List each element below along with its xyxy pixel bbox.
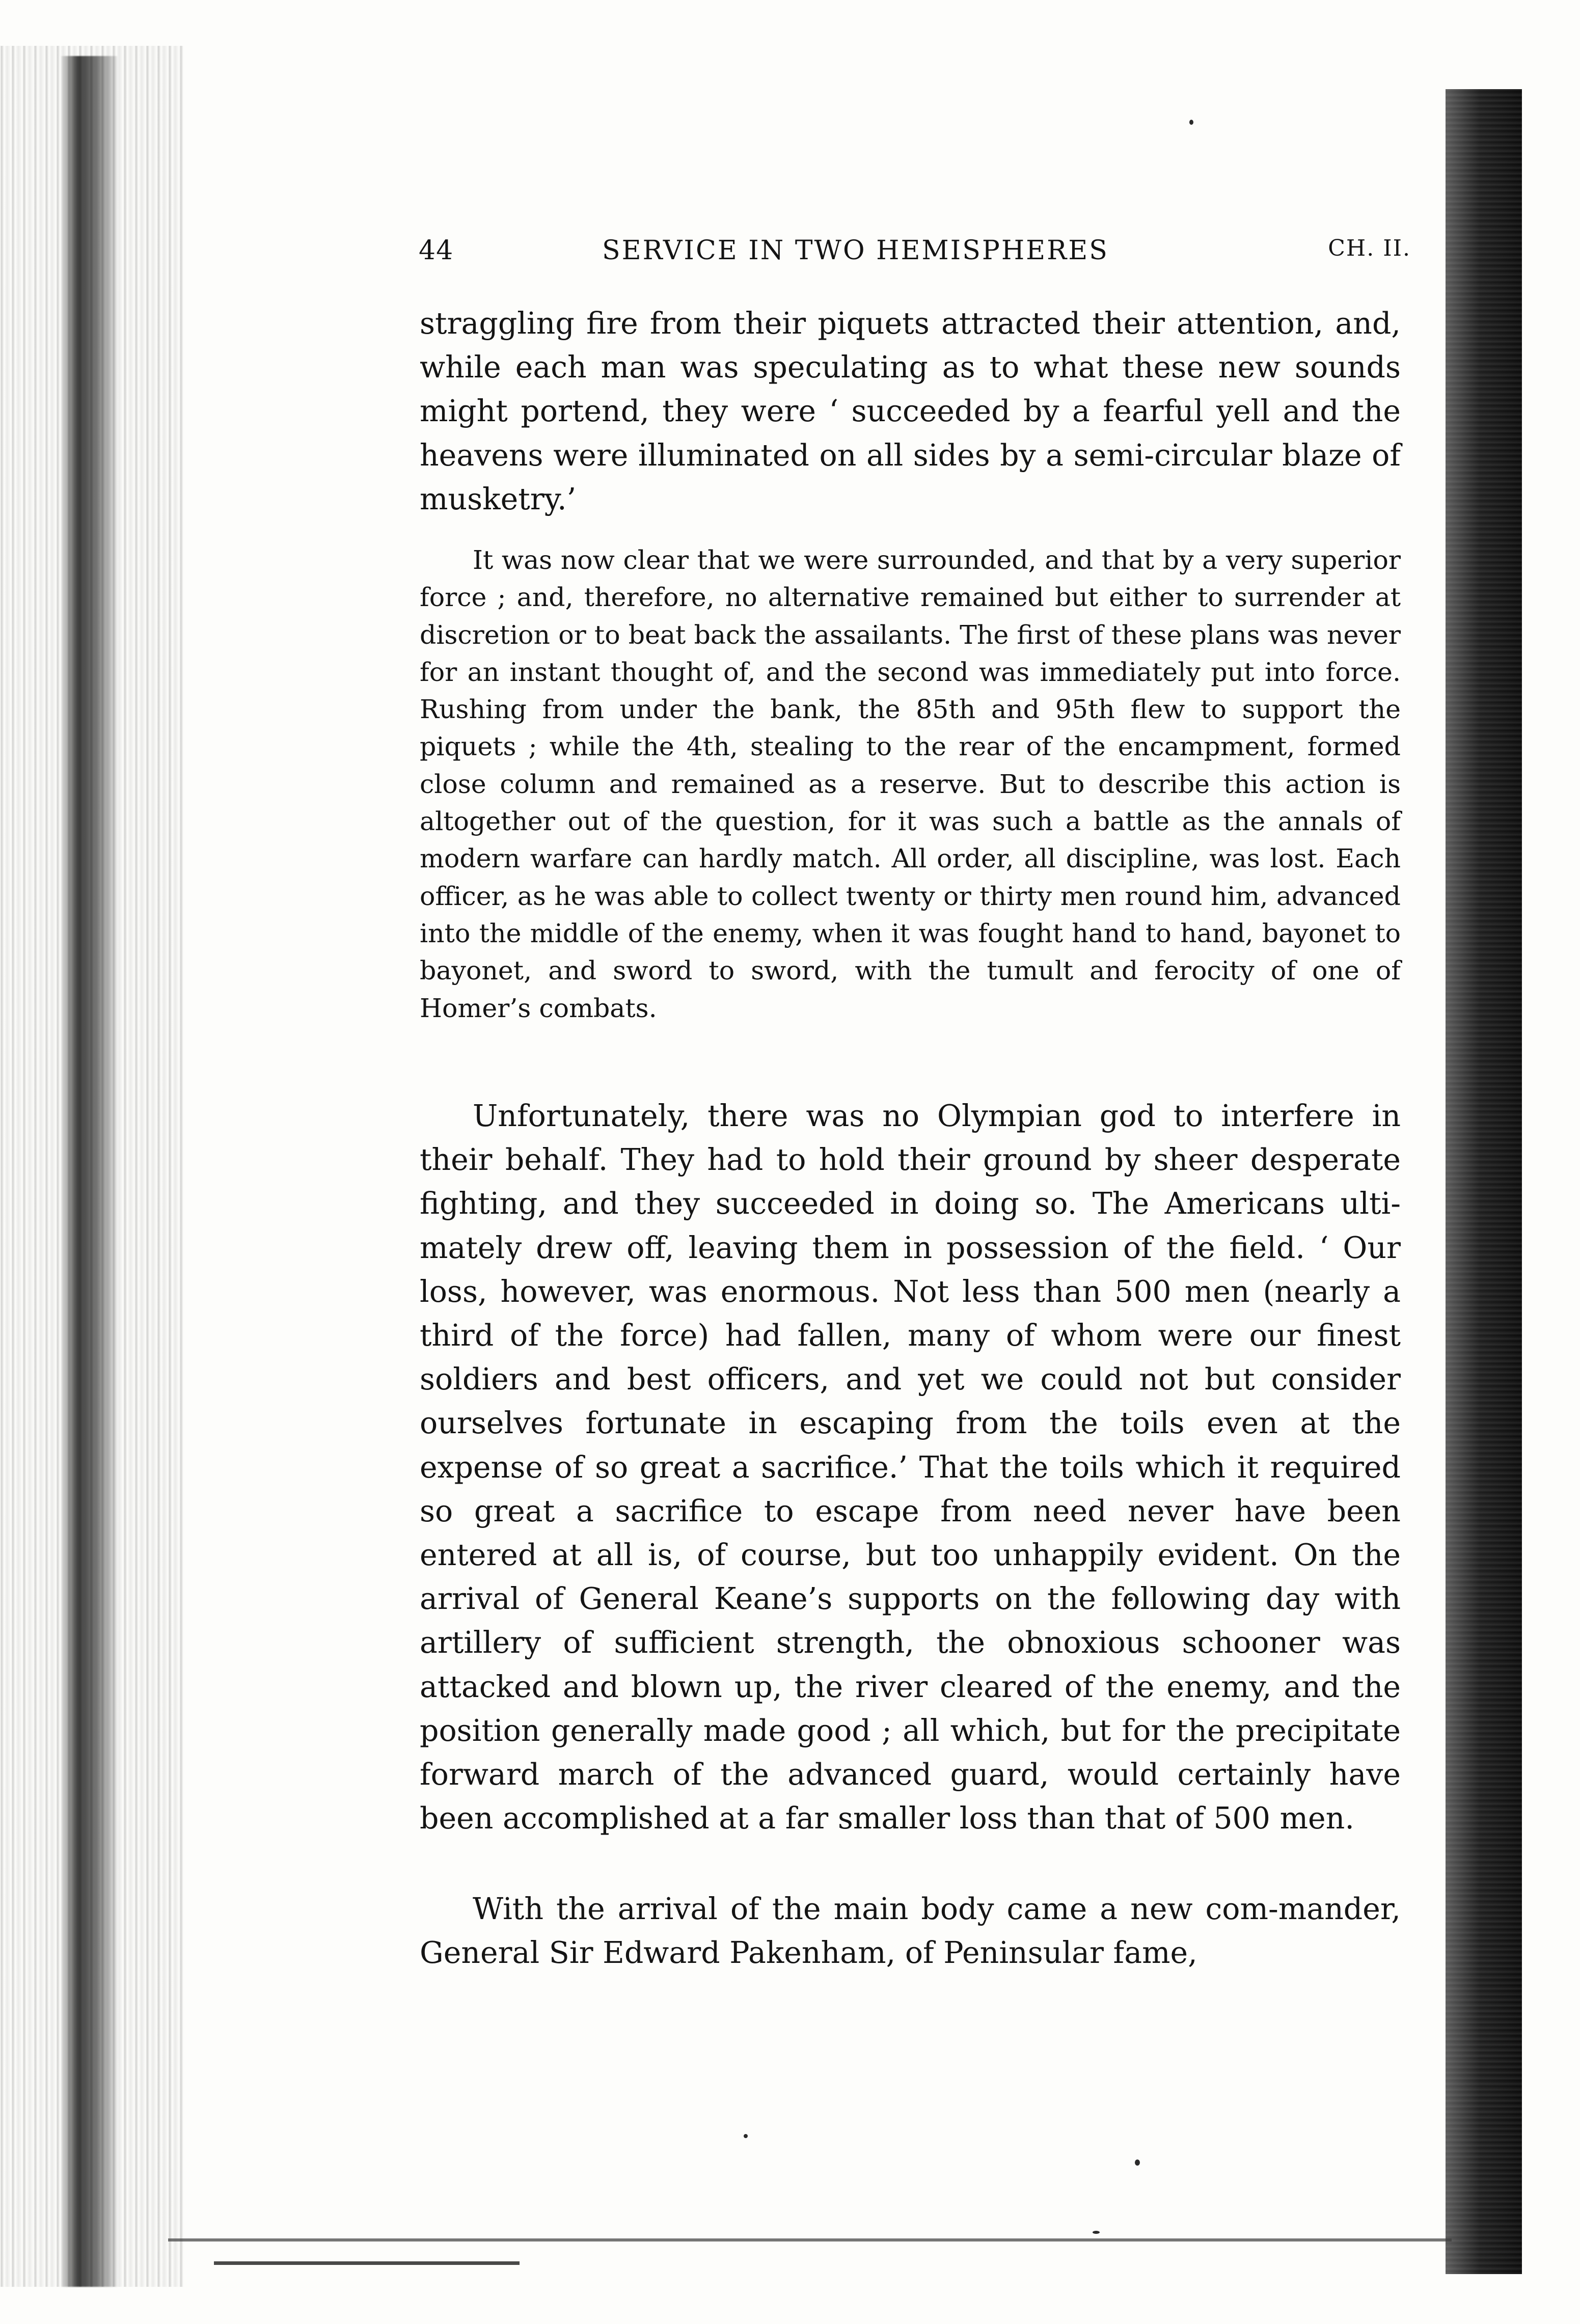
scan-speck bbox=[1135, 2159, 1140, 2166]
scan-speck bbox=[1189, 120, 1193, 125]
scan-speck bbox=[1093, 2231, 1100, 2234]
bottom-scan-line bbox=[168, 2238, 1452, 2241]
page-edge-shadow bbox=[1446, 89, 1522, 2274]
running-head bbox=[419, 235, 1411, 271]
chapter-label: CH. II. bbox=[1328, 235, 1411, 261]
bottom-scan-mark bbox=[214, 2261, 520, 2265]
body-paragraph: Unfortunately, there was no Olympian god to interfere in their behalf. They had to hold their ground by sheer desperate fighting, and they succeeded in doing so. The Americans ulti-mately drew off, leaving them in possession of the field. ‘ Our loss, however, was enormous. Not less than 500 men (nearly a third of the force) had fallen, many of whom were our finest soldiers and best officers, and yet we could not but consider ourselves fortunate in escaping from the toils even at the expense of so great a sacrifice.’ That the toils which it required so great a sacrifice to escape from need never have been entered at all is, of course, but too unhappily evident. On the arrival of General Keane’s supports on the following day with artillery of sufficient strength, the obnoxious schooner was attacked and blown up, the river cleared of the enemy, and the position generally made good ; all which, but for the precipitate forward march of the advanced guard, would certainly have been accomplished at a far smaller loss than that of 500 men. bbox=[420, 1099, 1401, 1836]
binding-gutter bbox=[61, 56, 117, 2287]
page-number: 44 bbox=[419, 235, 454, 266]
scan-speck bbox=[744, 2134, 748, 2138]
block-quote: It was now clear that we were surrounded, and that by a very superior force ; and, therefore, no alternative remained but either to surrender at discretion or to beat back the assailants. The first of these plans was never for an instant thought of, and the second was immediately put into force. Rushing from under the bank, the 85th and 95th flew to support the piquets ; while the 4th, stealing to the rear of the encampment, formed close column and remained as a reserve. But to describe this action is altogether out of the question, for it was such a battle as the annals of modern warfare can hardly match. All order, all discipline, was lost. Each officer, as he was able to collect twenty or thirty men round him, advanced into the middle of the enemy, when it was fought hand to hand, bayonet to bayonet, and sword to sword, with the tumult and ferocity of one of Homer’s combats. bbox=[420, 545, 1401, 1023]
body-paragraph: straggling fire from their piquets attracted their attention, and, while each man was speculating as to what these new sounds might portend, they were ‘ succeeded by a fearful yell and the heavens were illuminated on all sides by a semi-circular blaze of musketry.’ bbox=[420, 306, 1401, 516]
body-paragraph: With the arrival of the main body came a new com-mander, General Sir Edward Pakenham, of Peninsular fame, bbox=[420, 1892, 1401, 1971]
running-title: SERVICE IN TWO HEMISPHERES bbox=[602, 235, 1109, 266]
